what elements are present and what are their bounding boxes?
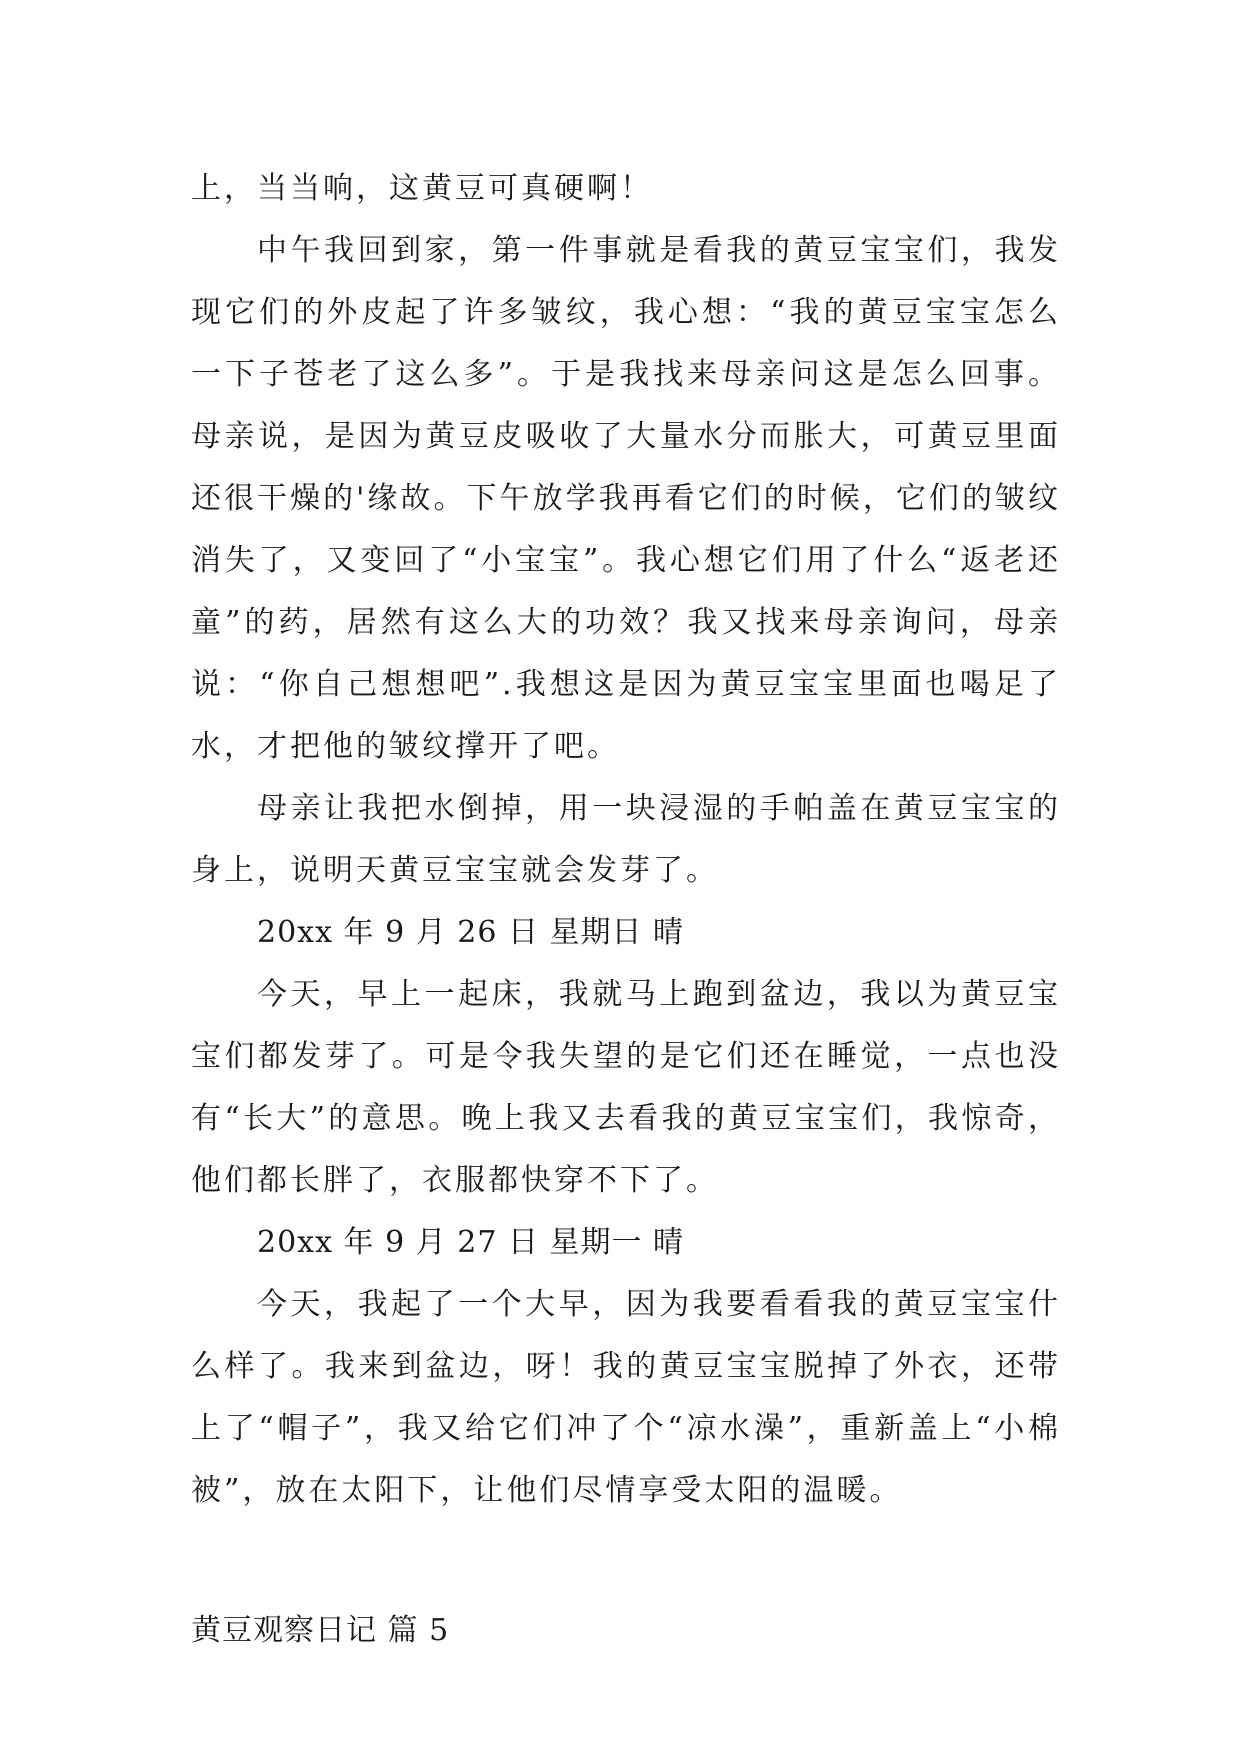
paragraph-continuation: 上，当当响，这黄豆可真硬啊！	[191, 171, 653, 206]
paragraph-sep-27-entry: 今天，我起了一个大早，因为我要看看我的黄豆宝宝什么样了。我来到盆边，呀！我的黄豆宝宝脱掉了外衣，还带上了“帽子”，我又给它们冲了个“凉水澡”，重新盖上“小棉被”，放在太阳下，让他们尽情享受太阳的温暖。	[191, 1287, 1061, 1508]
paragraph-mother-advice: 母亲让我把水倒掉，用一块浸湿的手帕盖在黄豆宝宝的身上，说明天黄豆宝宝就会发芽了。	[191, 791, 1061, 888]
diary-date-sep-26: 20xx 年 9 月 26 日 星期日 晴	[257, 915, 685, 950]
paragraph-sep-26-entry: 今天，早上一起床，我就马上跑到盆边，我以为黄豆宝宝们都发芽了。可是令我失望的是它们还在睡觉，一点也没有“长大”的意思。晚上我又去看我的黄豆宝宝们，我惊奇，他们都长胖了，衣服都快穿不下了。	[191, 977, 1061, 1198]
document-body	[191, 158, 1061, 1662]
section-title: 黄豆观察日记 篇 5	[191, 1613, 450, 1648]
paragraph-noon-observation: 中午我回到家，第一件事就是看我的黄豆宝宝们，我发现它们的外皮起了许多皱纹，我心想：“我的黄豆宝宝怎么一下子苍老了这么多”。于是我找来母亲问这是怎么回事。母亲说，是因为黄豆皮吸收了大量水分而胀大，可黄豆里面还很干燥的'缘故。下午放学我再看它们的时候，它们的皱纹消失了，又变回了“小宝宝”。我心想它们用了什么“返老还童”的药，居然有这么大的功效？我又找来母亲询问，母亲说：“你自己想想吧”.我想这是因为黄豆宝宝里面也喝足了水，才把他的皱纹撑开了吧。	[191, 233, 1061, 764]
diary-date-sep-27: 20xx 年 9 月 27 日 星期一 晴	[257, 1225, 685, 1260]
